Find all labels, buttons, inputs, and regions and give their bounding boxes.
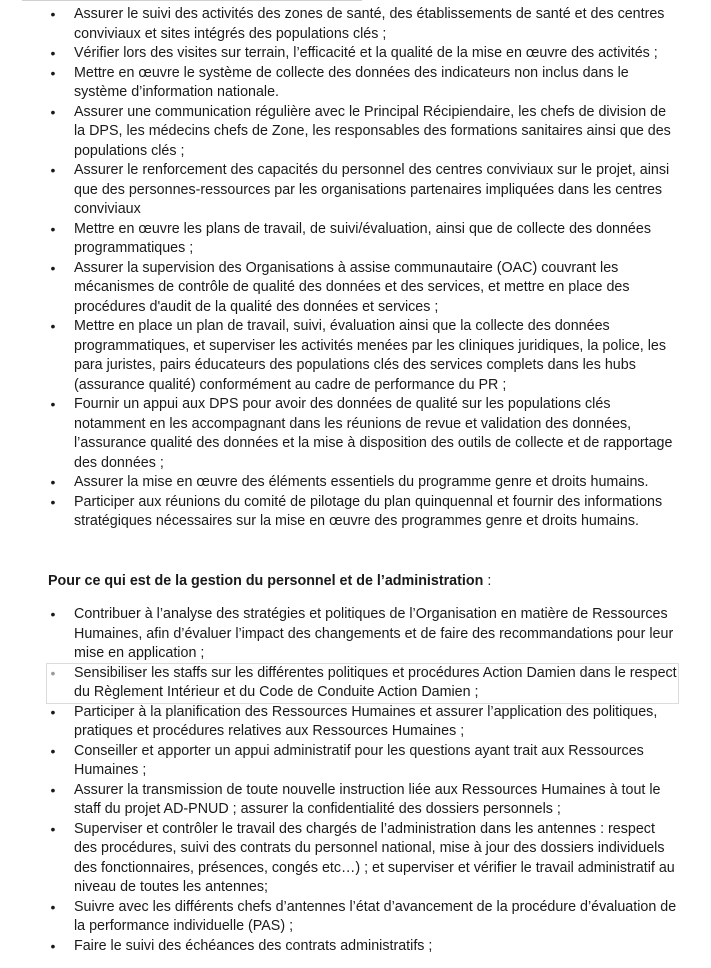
section-heading-suffix: : <box>483 573 492 589</box>
hr-administration-list <box>0 605 711 956</box>
list-item-selected[interactable] <box>47 664 678 703</box>
bullet-icon: • <box>50 820 56 837</box>
list-item-text: Mettre en place un plan de travail, suivi, évaluation ainsi que la collecte des données programmatiques, et superviser les activités menées par les cliniques juridiques, la police, les para juristes, pairs éducateurs des populations clés des services complets dans les hubs (assurance qualité) conformément au cadre de performance du PR ; <box>74 318 667 393</box>
bullet-icon: • <box>50 664 56 681</box>
list-item <box>0 898 711 937</box>
list-item-text: Faire le suivi des échéances des contrats administratifs ; <box>74 937 433 954</box>
bullet-icon: • <box>50 898 56 915</box>
bullet-icon: • <box>50 703 56 720</box>
list-item <box>0 473 711 493</box>
list-item <box>0 161 711 220</box>
list-item-text: Participer aux réunions du comité de pilotage du plan quinquennal et fournir des informations stratégiques nécessaires sur la mise en œuvre des programmes genre et droits humains. <box>74 493 663 529</box>
bullet-icon: • <box>50 493 56 510</box>
list-item-text: Suivre avec les différents chefs d’antennes l’état d’avancement de la procédure d’évaluation de la performance individuelle (PAS) ; <box>74 898 677 934</box>
bullet-icon: • <box>50 396 56 412</box>
list-item <box>0 44 711 64</box>
bullet-icon: • <box>50 45 56 61</box>
list-item <box>0 5 711 44</box>
list-item <box>0 493 711 532</box>
list-item-text: Assurer le renforcement des capacités du personnel des centres conviviaux sur le projet, ainsi que des personnes-ressources par les organisations partenaires impliquées dans les centres conviviaux <box>74 162 670 217</box>
bullet-icon: • <box>50 162 56 178</box>
bullet-icon: • <box>50 220 56 237</box>
list-item-text: Sensibiliser les staffs sur les différentes politiques et procédures Action Damien dans le respect du Règlement Intérieur et du Code de Conduite Action Damien ; <box>74 664 677 700</box>
bullet-icon: • <box>50 606 56 622</box>
list-item <box>0 220 711 259</box>
list-item <box>0 781 711 820</box>
bullet-icon: • <box>50 742 56 759</box>
list-item-text: Vérifier lors des visites sur terrain, l’efficacité et la qualité de la mise en œuvre des activités ; <box>74 45 658 61</box>
bullet-icon: • <box>50 318 56 334</box>
list-item-text: Assurer la mise en œuvre des éléments essentiels du programme genre et droits humains. <box>74 474 649 490</box>
list-item <box>0 103 711 162</box>
list-item <box>0 64 711 103</box>
bullet-icon: • <box>50 781 56 798</box>
section-heading-bold: Pour ce qui est de la gestion du personnel et de l’administration <box>48 573 484 589</box>
list-item <box>0 703 711 742</box>
list-item <box>0 259 711 318</box>
bullet-icon: • <box>50 6 56 22</box>
list-item-text: Contribuer à l’analyse des stratégies et politiques de l’Organisation en matière de Ressources Humaines, afin d’évaluer l’impact des changements et de faire des recommandations pour leur mise en application ; <box>74 606 674 661</box>
bullet-icon: • <box>50 103 56 120</box>
list-item-text: Assurer une communication régulière avec le Principal Récipiendaire, les chefs de division de la DPS, les médecins chefs de Zone, les responsables des formations sanitaires ainsi que des populations clés ; <box>74 103 671 159</box>
table-border-fragment <box>22 0 362 1</box>
list-item <box>0 605 711 664</box>
list-item-text: Mettre en œuvre le système de collecte des données des indicateurs non inclus dans le système d’information nationale. <box>74 64 629 100</box>
list-item <box>0 937 711 957</box>
list-item <box>0 395 711 473</box>
list-item-text: Conseiller et apporter un appui administratif pour les questions ayant trait aux Ressources Humaines ; <box>74 742 644 778</box>
list-item-text: Fournir un appui aux DPS pour avoir des données de qualité sur les populations clés notamment en les accompagnant dans les réunions de revue et validation des données, l’assurance qualité des données et la mise à disposition des outils de collecte et de rapportage des données ; <box>74 396 673 471</box>
list-item-text: Assurer la supervision des Organisations à assise communautaire (OAC) couvrant les mécanismes de contrôle de qualité des données et des services, et mettre en place des procédures d'audit de la qualité des données et services ; <box>74 259 630 315</box>
list-item <box>0 820 711 898</box>
list-item-text: Participer à la planification des Ressources Humaines et assurer l’application des politiques, pratiques et procédures relatives aux Ressources Humaines ; <box>74 703 658 739</box>
bullet-icon: • <box>50 474 56 490</box>
list-item <box>0 317 711 395</box>
list-item-text: Assurer le suivi des activités des zones de santé, des établissements de santé et des centres conviviaux et sites intégrés des populations clés ; <box>74 6 665 42</box>
section-heading <box>48 572 491 592</box>
list-item <box>0 742 711 781</box>
list-item-text: Assurer la transmission de toute nouvelle instruction liée aux Ressources Humaines à tout le staff du projet AD-PNUD ; assurer la confidentialité des dossiers personnels ; <box>74 781 661 817</box>
bullet-icon: • <box>50 259 56 276</box>
bullet-icon: • <box>50 64 56 81</box>
bullet-icon: • <box>50 937 56 954</box>
responsibilities-list <box>0 5 711 532</box>
list-item-text: Mettre en œuvre les plans de travail, de suivi/évaluation, ainsi que de collecte des données programmatiques ; <box>74 220 651 256</box>
list-item-text: Superviser et contrôler le travail des chargés de l’administration dans les antennes : respect des procédures, suivi des contrats du personnel national, mise à jour des dossiers individuels des fonctionnaires, présences, congés etc…) ; et superviser et vérifier le travail administratif au niveau de toutes les antennes; <box>74 820 675 895</box>
